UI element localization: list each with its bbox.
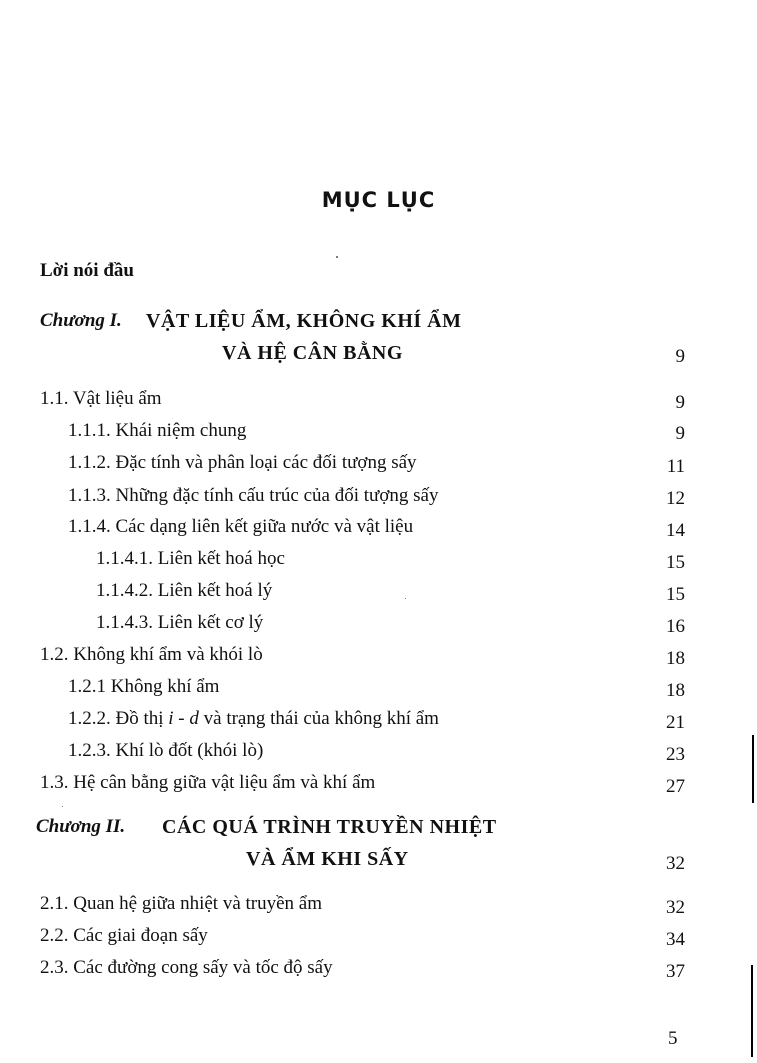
toc-entry-1-1-1 [68, 420, 246, 442]
page-number: 5 [668, 1028, 678, 1049]
entry-text-pre: Đồ thị [115, 708, 169, 729]
chapter-1-title-line1: VẬT LIỆU ẨM, KHÔNG KHÍ ẨM [146, 310, 462, 332]
toc-entry-1-1-4-3-page: 16 [666, 616, 685, 637]
chapter-1-title-line2: VÀ HỆ CÂN BẰNG [222, 342, 403, 364]
toc-entry-1-1-1-page: 9 [675, 423, 685, 444]
toc-entry-1-1-4-1-page: 15 [666, 552, 685, 573]
toc-entry-1-1-4-2 [96, 580, 272, 602]
entry-text: Liên kết cơ lý [157, 612, 264, 633]
toc-entry-2-2-page: 34 [666, 929, 685, 950]
toc-entry-1-3-page: 27 [666, 776, 685, 797]
entry-text: Quan hệ giữa nhiệt và truyền ẩm [73, 893, 323, 914]
chapter-1-label: Chương I. [40, 310, 122, 331]
toc-entry-1-3 [40, 772, 375, 794]
entry-text: Các giai đoạn sấy [73, 925, 208, 946]
entry-number: 1.2.3. [68, 740, 111, 761]
toc-entry-1-1 [40, 388, 162, 410]
preface-heading: Lời nói đầu [40, 260, 134, 281]
entry-number: 1.1.4. [68, 516, 111, 537]
entry-number: 1.1.2. [68, 452, 111, 473]
entry-text: Không khí ẩm và khói lò [73, 644, 263, 665]
entry-text: Các dạng liên kết giữa nước và vật liệu [115, 516, 414, 537]
entry-number: 1.1.4.2. [96, 580, 153, 601]
entry-number: 1.2.1 [68, 676, 106, 697]
entry-number: 2.1. [40, 893, 69, 914]
entry-text: Đặc tính và phân loại các đối tượng sấy [115, 452, 417, 473]
entry-number: 1.1.4.3. [96, 612, 153, 633]
entry-number: 1.2.2. [68, 708, 111, 729]
toc-entry-1-1-4 [68, 516, 413, 538]
entry-text: Những đặc tính cấu trúc của đối tượng sấy [115, 485, 439, 506]
toc-entry-2-2 [40, 925, 208, 947]
scan-speck [62, 806, 63, 807]
chapter-2-title-line2: VÀ ẨM KHI SẤY [246, 848, 409, 870]
entry-text: Vật liệu ẩm [72, 388, 162, 409]
toc-entry-2-3 [40, 957, 333, 979]
toc-entry-2-3-page: 37 [666, 961, 685, 982]
toc-entry-1-1-page: 9 [675, 392, 685, 413]
entry-text-italic: i - d [168, 708, 199, 729]
toc-entry-1-1-4-page: 14 [666, 520, 685, 541]
entry-text: Liên kết hoá học [157, 548, 285, 569]
chapter-2-label: Chương II. [36, 816, 126, 837]
toc-entry-2-1 [40, 893, 322, 915]
toc-entry-1-2-page: 18 [666, 648, 685, 669]
scan-edge-line-lower [751, 965, 753, 1057]
toc-entry-1-1-2-page: 11 [666, 456, 685, 477]
toc-entry-1-2-1 [68, 676, 219, 698]
toc-entry-1-2-3 [68, 740, 263, 762]
toc-entry-1-2 [40, 644, 263, 666]
toc-entry-1-2-2 [68, 708, 439, 730]
scan-speck [336, 256, 338, 258]
toc-entry-1-1-3-page: 12 [666, 488, 685, 509]
toc-entry-1-1-4-2-page: 15 [666, 584, 685, 605]
entry-text: Hệ cân bằng giữa vật liệu ẩm và khí ẩm [73, 772, 376, 793]
entry-number: 1.3. [40, 772, 69, 793]
toc-entry-1-2-2-page: 21 [666, 712, 685, 733]
entry-number: 1.1. [40, 388, 69, 409]
entry-number: 2.3. [40, 957, 69, 978]
toc-entry-1-2-3-page: 23 [666, 744, 685, 765]
toc-entry-1-1-4-1 [96, 548, 285, 570]
entry-text: Khái niệm chung [115, 420, 247, 441]
chapter-2-page: 32 [666, 853, 685, 874]
toc-entry-1-1-3 [68, 485, 438, 507]
entry-text-post: và trạng thái của không khí ẩm [198, 708, 439, 729]
toc-entry-2-1-page: 32 [666, 897, 685, 918]
entry-number: 1.1.3. [68, 485, 111, 506]
entry-text: Không khí ẩm [110, 676, 220, 697]
toc-entry-1-1-4-3 [96, 612, 263, 634]
scan-edge-line-upper [752, 735, 754, 803]
chapter-1-page: 9 [675, 346, 685, 367]
entry-number: 1.1.4.1. [96, 548, 153, 569]
entry-number: 2.2. [40, 925, 69, 946]
toc-entry-1-1-2 [68, 452, 417, 474]
entry-text: Liên kết hoá lý [157, 580, 273, 601]
entry-number: 1.2. [40, 644, 69, 665]
scan-speck [405, 598, 406, 599]
chapter-2-title-line1: CÁC QUÁ TRÌNH TRUYỀN NHIỆT [162, 816, 497, 838]
entry-text: Các đường cong sấy và tốc độ sấy [73, 957, 333, 978]
entry-number: 1.1.1. [68, 420, 111, 441]
page-title: MỤC LỤC [321, 188, 436, 212]
entry-text: Khí lò đốt (khói lò) [115, 740, 264, 761]
toc-entry-1-2-1-page: 18 [666, 680, 685, 701]
